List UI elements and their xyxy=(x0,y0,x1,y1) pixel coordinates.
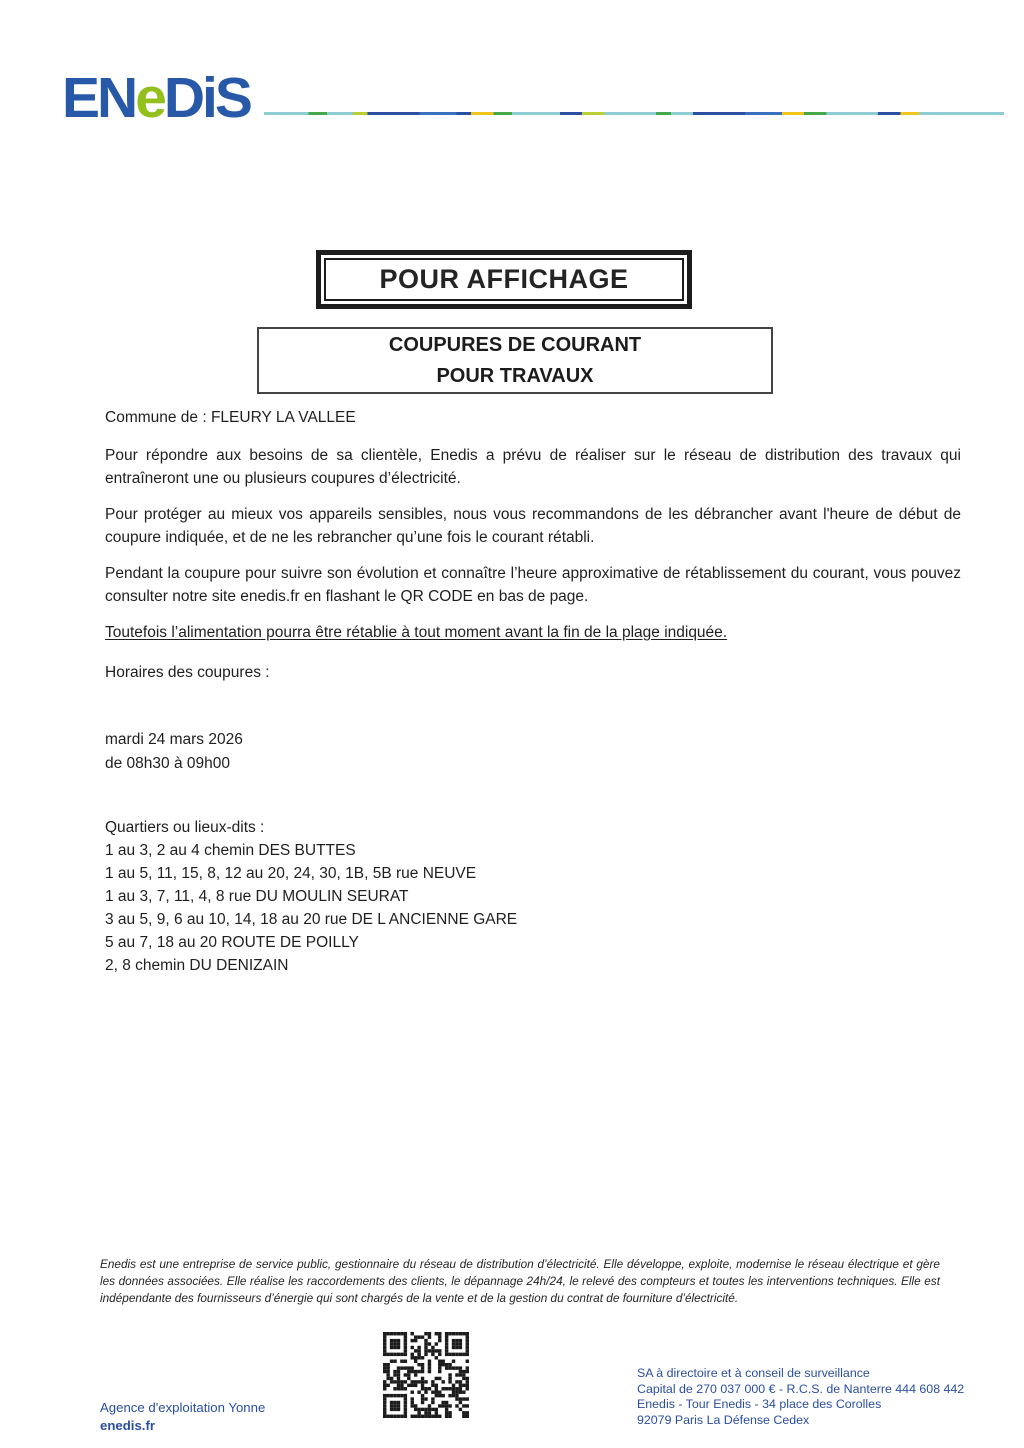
schedule-date: mardi 24 mars 2026 xyxy=(105,731,243,749)
company-line: SA à directoire et à conseil de surveillance xyxy=(637,1366,870,1380)
district-line: 1 au 3, 2 au 4 chemin DES BUTTES xyxy=(105,841,356,859)
coupures-title-line1: COUPURES DE COURANT xyxy=(388,333,642,356)
district-line: 3 au 5, 9, 6 au 10, 14, 18 au 20 rue DE L ANCIENNE GARE xyxy=(105,911,518,928)
page-header xyxy=(62,66,1004,130)
district-line: 1 au 5, 11, 15, 8, 12 au 20, 24, 30, 1B, 5B rue NEUVE xyxy=(105,864,477,882)
commune-line: Commune de : FLEURY LA VALLEE xyxy=(105,409,356,426)
coupures-title-line2: POUR TRAVAUX xyxy=(436,364,594,387)
company-address-block xyxy=(637,1366,964,1429)
company-line: 92079 Paris La Défense Cedex xyxy=(637,1412,810,1427)
schedule-time: de 08h30 à 09h00 xyxy=(105,754,230,772)
schedule-heading: Horaires des coupures : xyxy=(105,663,270,681)
agency-block xyxy=(100,1399,265,1435)
agency-name: Agence d'exploitation Yonne xyxy=(100,1400,266,1415)
qr-code xyxy=(383,1332,469,1418)
notice-body xyxy=(105,407,961,977)
paragraph-advice: Pour protéger au mieux vos appareils sensibles, nous vous recommandons de les débrancher avant l'heure de début de coupure indiquée, et de ne les rebrancher qu’une fois le courant rétabli. xyxy=(105,505,961,546)
pour-affichage-title: POUR AFFICHAGE xyxy=(324,258,684,301)
underlined-note-wrap xyxy=(105,622,961,645)
logo-text-green-e: e xyxy=(135,66,164,130)
website-label: enedis.fr xyxy=(100,1417,155,1433)
underlined-note: Toutefois l’alimentation pourra être rétablie à tout moment avant la fin de la plage indiquée. xyxy=(105,623,728,641)
pour-affichage-banner xyxy=(316,250,692,309)
district-line: 2, 8 chemin DU DENIZAIN xyxy=(105,957,289,975)
district-line: 5 au 7, 18 au 20 ROUTE DE POILLY xyxy=(105,934,359,952)
company-line: Capital de 270 037 000 € - R.C.S. de Nanterre 444 608 442 xyxy=(637,1381,965,1396)
schedule-block xyxy=(105,728,961,774)
coupures-title-box xyxy=(257,327,773,394)
districts-block xyxy=(105,816,961,978)
logo-text-left: EN xyxy=(62,66,136,130)
districts-heading: Quartiers ou lieux-dits : xyxy=(105,818,265,836)
paragraph-qr-info: Pendant la coupure pour suivre son évolution et connaître l’heure approximative de rétablissement du courant, vous pouvez consulter notre site enedis.fr en flashant le QR CODE en bas de page. xyxy=(105,564,961,605)
logo-text-right: DiS xyxy=(163,66,250,130)
brand-color-line xyxy=(264,112,1004,115)
district-line: 1 au 3, 7, 11, 4, 8 rue DU MOULIN SEURAT xyxy=(105,887,409,905)
company-line: Enedis - Tour Enedis - 34 place des Corolles xyxy=(637,1397,882,1412)
paragraph-intro: Pour répondre aux besoins de sa clientèle, Enedis a prévu de réaliser sur le réseau de distribution des travaux qui entraîneront une ou plusieurs coupures d’électricité. xyxy=(105,446,961,487)
qr-code-graphic xyxy=(383,1332,469,1418)
enedis-logo xyxy=(62,66,250,130)
legal-paragraph: Enedis est une entreprise de service public, gestionnaire du réseau de distribution d’électricité. Elle développe, exploite, modernise le réseau électrique et gère les données associées. Elle réalise les raccordements des clients, le dépannage 24h/24, le relevé des compteurs et toutes les interventions techniques. Elle est indépendante des fournisseurs d’énergie qui sont chargés de la vente et de la gestion du contrat de fourniture d’électricité. xyxy=(100,1257,940,1305)
